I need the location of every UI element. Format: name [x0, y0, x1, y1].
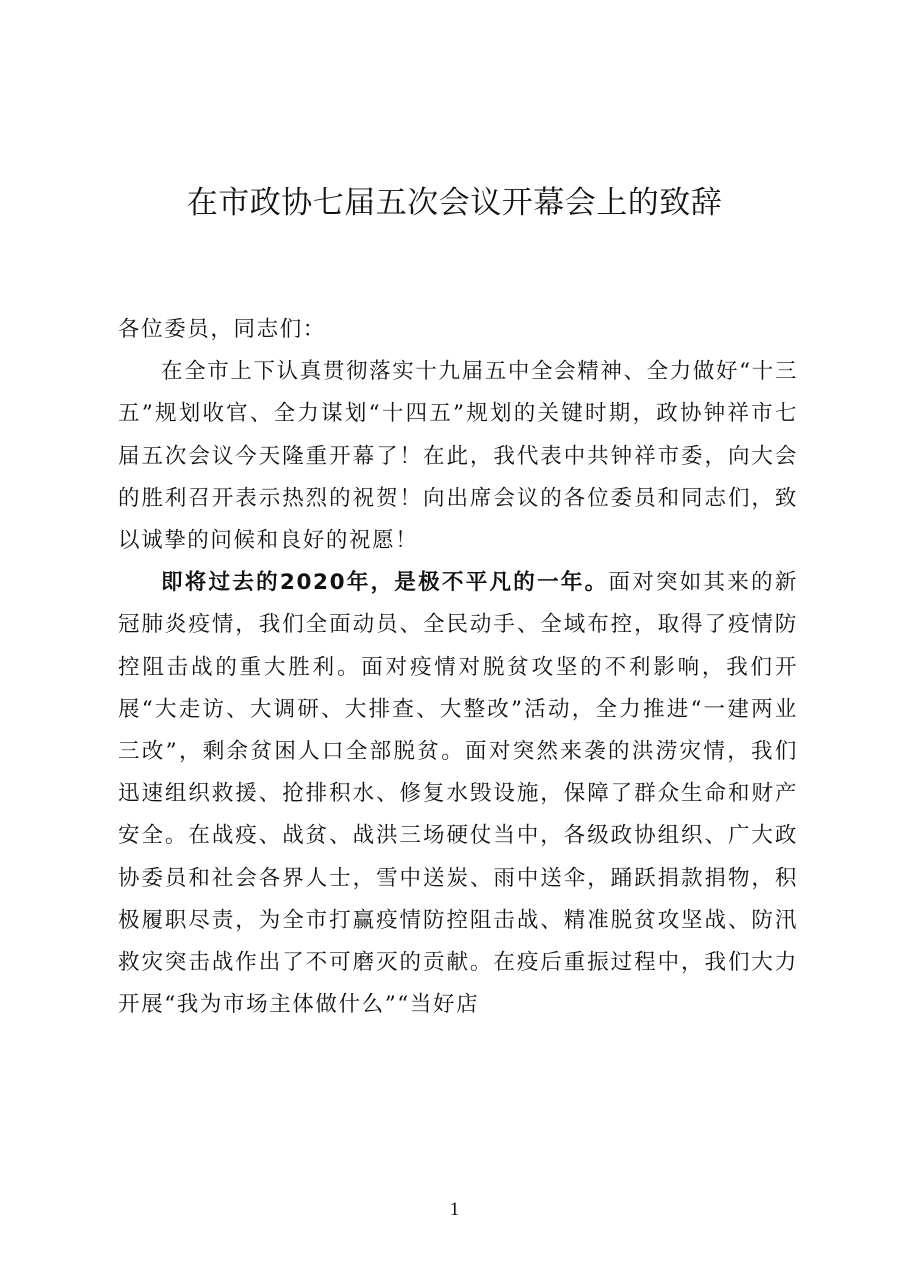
paragraph-review-2020 — [118, 562, 798, 1026]
document-body — [118, 309, 798, 1026]
document-title: 在市政协七届五次会议开幕会上的致辞 — [186, 185, 723, 221]
paragraph-review-2020-text: 面对突如其来的新冠肺炎疫情，我们全面动员、全民动手、全域布控，取得了疫情防控阻击战的重大胜利。面对疫情对脱贫攻坚的不利影响，我们开展“大走访、大调研、大排查、大整改”活动，全力推进“一建两业三改”，剩余贫困人口全部脱贫。面对突然来袭的洪涝灾情，我们迅速组织救援、抢排积水、修复水毁设施，保障了群众生命和财产安全。在战疫、战贫、战洪三场硬仗当中，各级政协组织、广大政协委员和社会各界人士，雪中送炭、雨中送伞，踊跃捐款捐物，积极履职尽责，为全市打赢疫情防控阻击战、精准脱贫攻坚战、防汛救灾突击战作出了不可磨灭的贡献。在疫后重振过程中，我们大力开展“我为市场主体做什么”“当好店 — [118, 570, 798, 1018]
paragraph-opening — [118, 351, 798, 562]
salutation: 各位委员，同志们： — [118, 317, 326, 342]
paragraph-opening-text: 在全市上下认真贯彻落实十九届五中全会精神、全力做好“十三五”规划收官、全力谋划“十四五”规划的关键时期，政协钟祥市七届五次会议今天隆重开幕了！在此，我代表中共钟祥市委，向大会的胜利召开表示热烈的祝贺！向出席会议的各位委员和同志们，致以诚挚的问候和良好的祝愿！ — [118, 359, 798, 554]
page-number: 1 — [449, 1199, 460, 1220]
paragraph-lead-sentence: 即将过去的2020年，是极不平凡的一年。 — [161, 570, 609, 596]
